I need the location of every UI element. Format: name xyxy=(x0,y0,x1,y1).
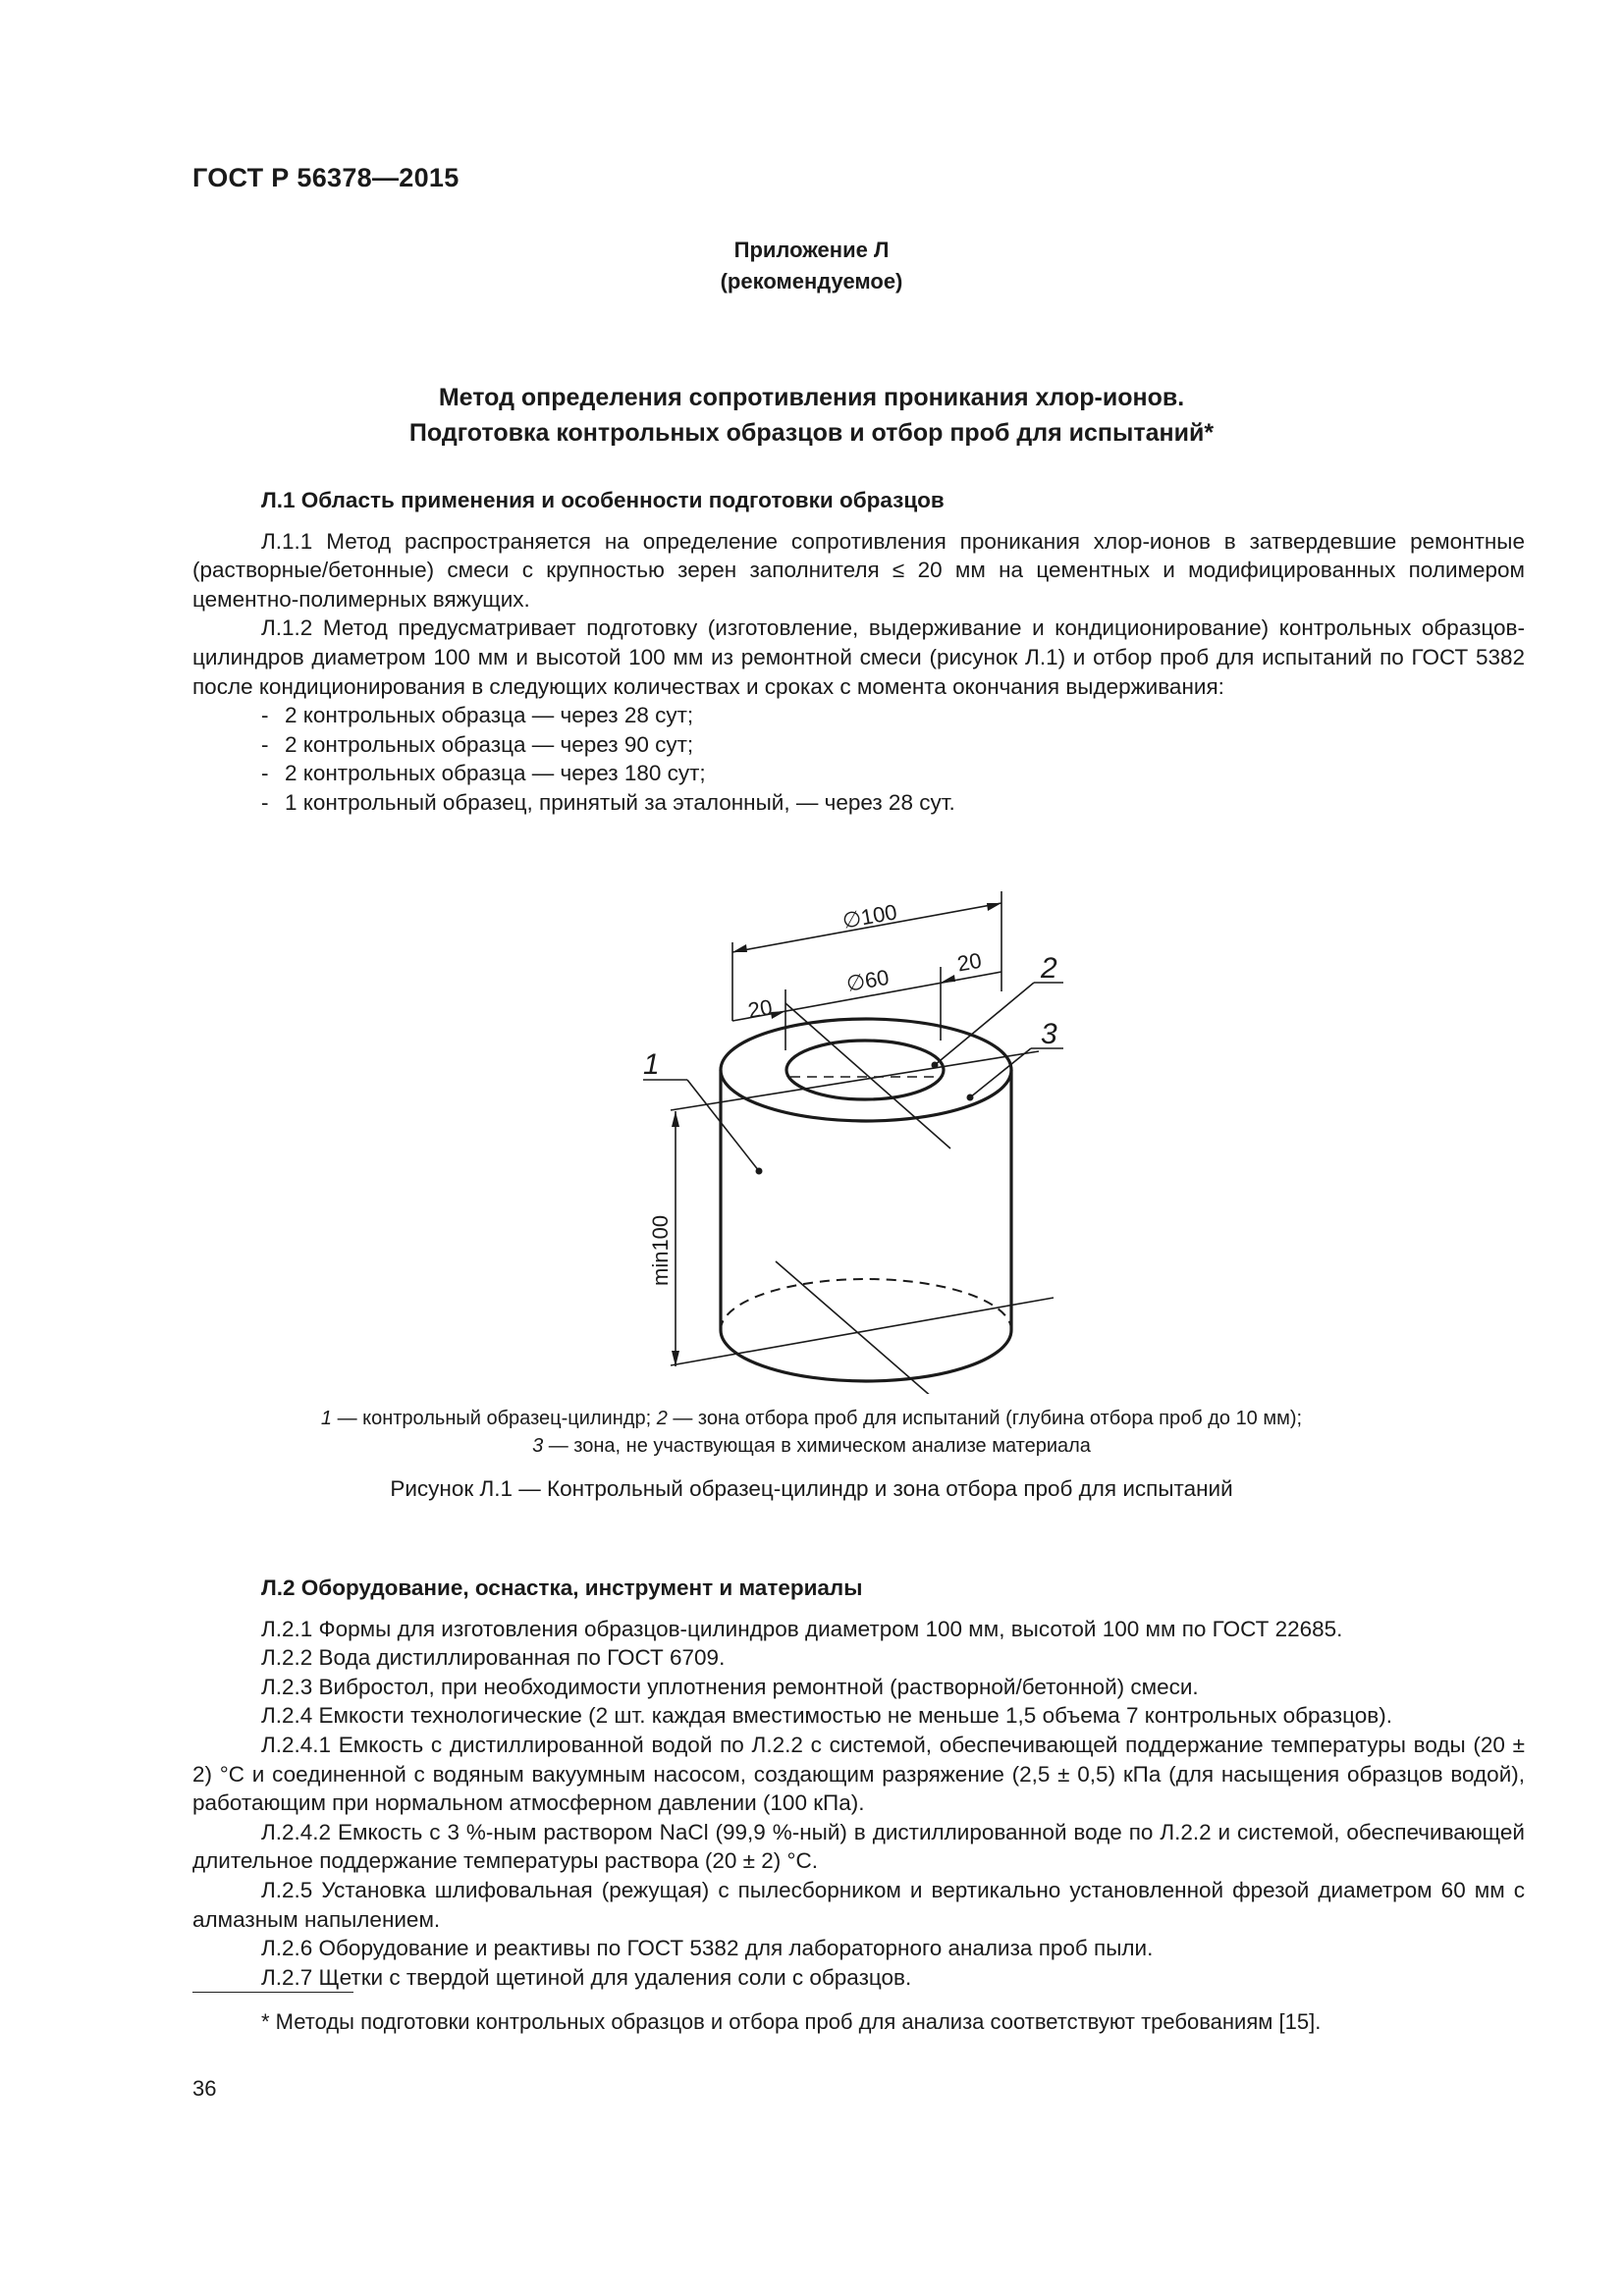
paragraph-l-2-4: Л.2.4 Емкости технологические (2 шт. каждая вместимостью не меньше 1,5 объема 7 контрольных образцов). xyxy=(261,1703,1392,1729)
section-2-heading: Л.2 Оборудование, оснастка, инструмент и материалы xyxy=(261,1575,863,1600)
point-2 xyxy=(932,1062,939,1069)
dim-text-right: 20 xyxy=(955,947,984,977)
arrow-outer-left xyxy=(732,944,747,952)
leader-1 xyxy=(687,1080,759,1171)
paragraph-l-2-4-1: Л.2.4.1 Емкость с дистиллированной водой по Л.2.2 с системой, обеспечивающей поддержание температуры воды (20 ± 2) °С и соединенной с водяным вакуумным насосом, создающим разряжение (2,5 ± 0,5) кПа (для насыщения образцов водой), работающим при нормальном атмосферном давлении (100 кПа). xyxy=(192,1732,1525,1816)
arrow-outer-right xyxy=(987,903,1001,911)
paragraph-l-2-4-2: Л.2.4.2 Емкость с 3 %-ным раствором NaCl (99,9 %-ный) в дистиллированной воде по Л.2.2 и системой, обеспечивающей длительное поддержание температуры раствора (20 ± 2) °С. xyxy=(192,1819,1525,1874)
title-line-1: Метод определения сопротивления проникания хлор-ионов. xyxy=(438,384,1185,411)
paragraph-l-2-5: Л.2.5 Установка шлифовальная (режущая) с пылесборником и вертикально установленной фрезой диаметром 60 мм с алмазным напылением. xyxy=(192,1877,1525,1932)
appendix-status: (рекомендуемое) xyxy=(720,269,903,294)
figure-l1-cylinder-drawing xyxy=(609,883,1119,1394)
appendix-heading xyxy=(0,235,1623,297)
label-1: 1 xyxy=(643,1048,660,1081)
figure-caption: Рисунок Л.1 — Контрольный образец-цилиндр и зона отбора проб для испытаний xyxy=(390,1476,1233,1501)
legend-line-2: 3 — зона, не участвующая в химическом анализе материала xyxy=(532,1435,1091,1457)
top-cross-axis-line xyxy=(785,1003,950,1148)
list-item: - 1 контрольный образец, принятый за эталонный, — через 28 сут. xyxy=(261,789,955,815)
list-item: - 2 контрольных образца — через 180 сут; xyxy=(261,761,706,786)
schedule-list xyxy=(192,701,1525,817)
arrow-inner-right xyxy=(941,975,955,983)
label-3: 3 xyxy=(1041,1018,1057,1050)
paragraph-l-2-1: Л.2.1 Формы для изготовления образцов-цилиндров диаметром 100 мм, высотой 100 мм по ГОСТ 22685. xyxy=(261,1616,1343,1641)
bottom-cross-axis-line xyxy=(776,1261,947,1394)
footnote-divider xyxy=(192,1992,353,1993)
list-item: - 2 контрольных образца — через 90 сут; xyxy=(261,731,694,757)
paragraph-l-2-2: Л.2.2 Вода дистиллированная по ГОСТ 6709. xyxy=(261,1645,726,1671)
appendix-title xyxy=(0,380,1623,451)
dim-text-outer: ∅100 xyxy=(840,899,899,934)
point-3 xyxy=(967,1095,974,1101)
bottom-back-arc-hidden xyxy=(721,1279,1011,1330)
section-2 xyxy=(192,1574,1525,1992)
paragraph-l-2-7: Л.2.7 Щетки с твердой щетиной для удаления соли с образцов. xyxy=(261,1964,912,1990)
leader-2 xyxy=(935,983,1034,1065)
document-code-header: ГОСТ Р 56378—2015 xyxy=(192,163,460,192)
paragraph-l-1-2: Л.1.2 Метод предусматривает подготовку (изготовление, выдерживание и кондиционирование) контрольных образцов-цилиндров диаметром 100 мм и высотой 100 мм из ремонтной смеси (рисунок Л.1) и отбор проб для испытаний по ГОСТ 5382 после кондиционирования в следующих количествах и сроках с момента окончания выдерживания: xyxy=(192,615,1525,699)
bottom-front-arc xyxy=(721,1330,1011,1381)
paragraph-l-2-6: Л.2.6 Оборудование и реактивы по ГОСТ 5382 для лабораторного анализа проб пыли. xyxy=(261,1936,1154,1961)
outer-top-ellipse xyxy=(721,1019,1011,1121)
dim-text-inner: ∅60 xyxy=(844,964,892,996)
appendix-label: Приложение Л xyxy=(733,238,890,262)
legend-line-1: 1 — контрольный образец-цилиндр; 2 — зона отбора проб для испытаний (глубина отбора проб до 10 мм); xyxy=(320,1408,1303,1429)
cylinder-diagram xyxy=(609,883,1119,1394)
arrow-height-top xyxy=(672,1111,679,1127)
label-2: 2 xyxy=(1041,952,1057,985)
page-number: 36 xyxy=(192,2076,217,2101)
dim-text-left: 20 xyxy=(745,994,775,1024)
paragraph-l-1-1: Л.1.1 Метод распространяется на определение сопротивления проникания хлор-ионов в затвердевшие ремонтные (растворные/бетонные) смеси с крупностью зерен заполнителя ≤ 20 мм на цементных и модифицированных полимером цементно-полимерных вяжущих. xyxy=(192,528,1525,612)
figure-legend xyxy=(0,1405,1623,1460)
bottom-axis-line xyxy=(671,1298,1054,1365)
title-line-2: Подготовка контрольных образцов и отбор проб для испытаний* xyxy=(408,419,1215,447)
section-1-heading: Л.1 Область применения и особенности подготовки образцов xyxy=(261,488,945,512)
paragraph-l-2-3: Л.2.3 Вибростол, при необходимости уплотнения ремонтной (растворной/бетонной) смеси. xyxy=(261,1674,1199,1699)
dim-text-height: min100 xyxy=(648,1214,673,1286)
footnote: * Методы подготовки контрольных образцов и отбора проб для анализа соответствуют требованиям [15]. xyxy=(261,2009,1322,2034)
section-1 xyxy=(192,486,1525,818)
list-item: - 2 контрольных образца — через 28 сут; xyxy=(261,703,694,728)
point-1 xyxy=(756,1168,763,1175)
